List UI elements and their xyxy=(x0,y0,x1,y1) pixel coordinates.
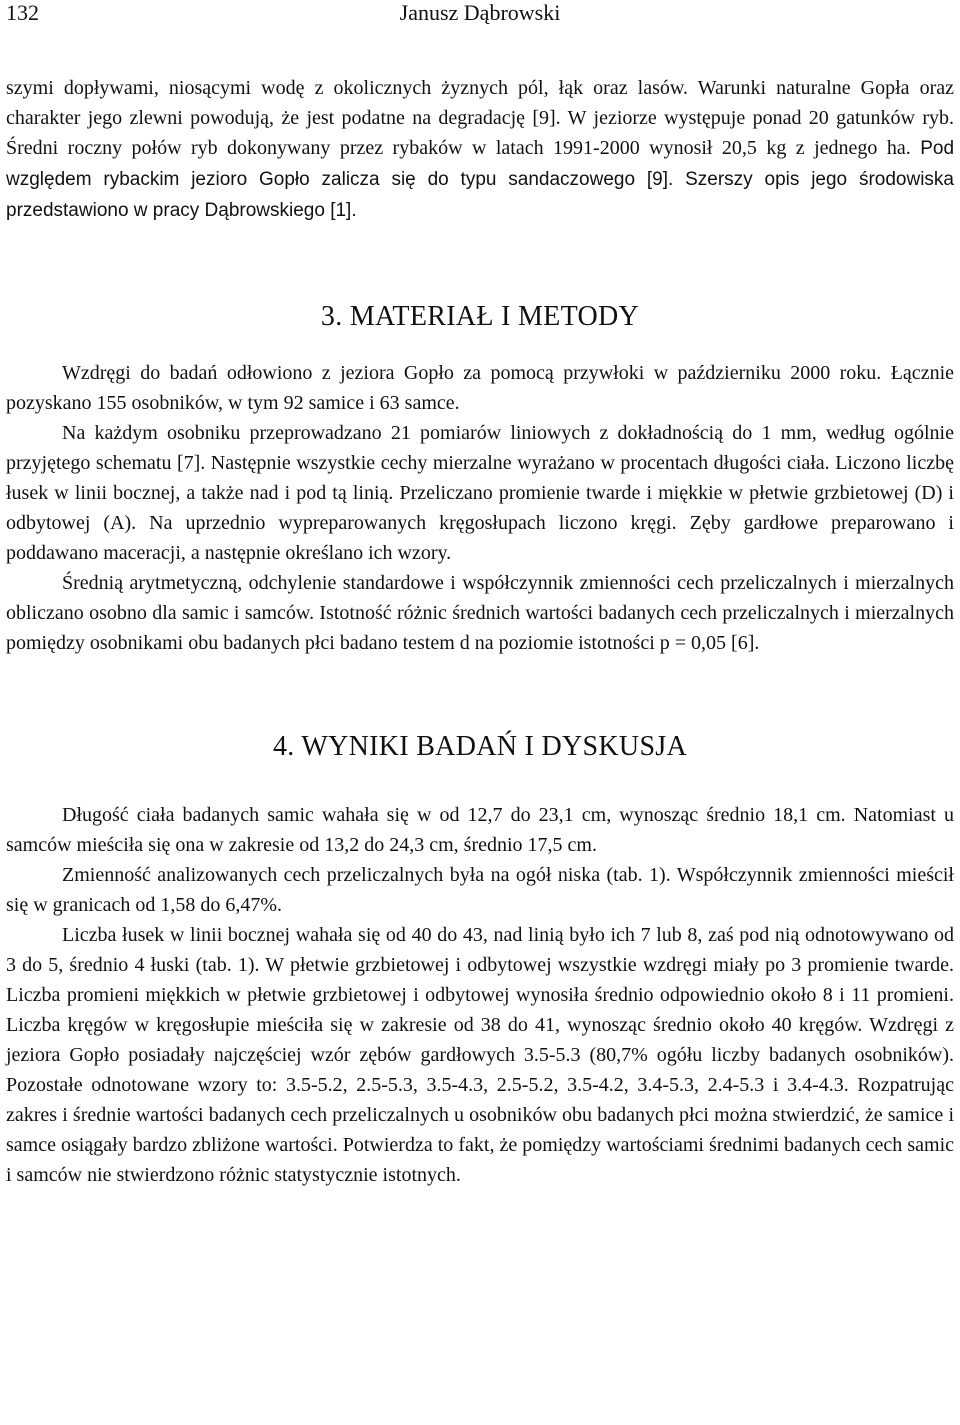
section-4-paragraph-3: Liczba łusek w linii bocznej wahała się od 40 do 43, nad linią było ich 7 lub 8, zaś pod nią odnotowywano od 3 do 5, średnio 4 łuski (tab. 1). W płetwie grzbietowej i odbytowej wszystkie wzdręgi miały po 3 promienie twarde. Liczba promieni miękkich w płetwie grzbietowej i odbytowej wynosiła średnio odpowiednio około 8 i 11 promieni. Liczba kręgów w kręgosłupie mieściła się w zakresie od 38 do 41, wynosząc średnio około 40 kręgów. Wzdręgi z jeziora Gopło posiadały najczęściej wzór zębów gardłowych 3.5-5.3 (80,7% ogółu liczby badanych osobników). Pozostałe odnotowane wzory to: 3.5-5.2, 2.5-5.3, 3.5-4.3, 2.5-5.2, 3.5-4.2, 3.4-5.3, 2.4-5.3 i 3.4-4.3. Rozpatrując zakres i średnie wartości badanych cech przeliczalnych u osobników obu badanych płci można stwierdzić, że samice i samce osiągały bardzo zbliżone wartości. Potwierdza to fakt, że pomiędzy wartościami średnimi badanych cech samic i samców nie stwierdzono różnic statystycznie istotnych. xyxy=(6,924,954,1186)
page-body xyxy=(6,73,954,1190)
section-3-paragraph-3: Średnią arytmetyczną, odchylenie standardowe i współczynnik zmienności cech przeliczalnych i mierzalnych obliczano osobno dla samic i samców. Istotność różnic średnich wartości badanych cech przeliczalnych i mierzalnych pomiędzy osobnikami obu badanych płci badano testem d na poziomie istotności p = 0,05 [6]. xyxy=(6,572,954,654)
section-4-paragraph-1: Długość ciała badanych samic wahała się w od 12,7 do 23,1 cm, wynosząc średnio 18,1 cm. Natomiast u samców mieściła się ona w zakresie od 13,2 do 24,3 cm, średnio 17,5 cm. xyxy=(6,804,954,856)
intro-paragraph xyxy=(6,73,954,226)
intro-sans-text: Pod względem rybackim jezioro Gopło zalicza się do typu sandaczowego [9]. Szerszy opis jego środowiska przedstawiono w pracy Dąbrowskiego [1]. xyxy=(6,138,955,221)
section-3-heading: 3. MATERIAŁ I METODY xyxy=(320,301,640,332)
section-4-heading: 4. WYNIKI BADAŃ I DYSKUSJA xyxy=(272,731,688,762)
running-head: Janusz Dąbrowski xyxy=(399,0,561,25)
section-3-paragraph-1: Wzdręgi do badań odłowiono z jeziora Gopło za pomocą przywłoki w październiku 2000 roku. Łącznie pozyskano 155 osobników, w tym 92 samice i 63 samce. xyxy=(6,362,954,414)
page-number: 132 xyxy=(6,0,39,25)
section-3-paragraph-2: Na każdym osobniku przeprowadzano 21 pomiarów liniowych z dokładnością do 1 mm, według ogólnie przyjętego schematu [7]. Następnie wszystkie cechy mierzalne wyrażano w procentach długości ciała. Liczono liczbę łusek w linii bocznej, a także nad i pod tą linią. Przeliczano promienie twarde i miękkie w płetwie grzbietowej (D) i odbytowej (A). Na uprzednio wypreparowanych kręgosłupach liczono kręgi. Zęby gardłowe preparowano i poddawano maceracji, a następnie określano ich wzory. xyxy=(6,422,954,564)
section-4-paragraph-2: Zmienność analizowanych cech przeliczalnych była na ogół niska (tab. 1). Współczynnik zmienności mieścił się w granicach od 1,58 do 6,47%. xyxy=(6,864,954,916)
intro-serif-text: szymi dopływami, niosącymi wodę z okolicznych żyznych pól, łąk oraz lasów. Warunki naturalne Gopła oraz charakter jego zlewni powodują, że jest podatne na degradację [9]. W jeziorze występuje ponad 20 gatunków ryb. Średni roczny połów ryb dokonywany przez rybaków w latach 1991-2000 wynosił 20,5 kg z jednego ha. xyxy=(6,77,954,159)
page-header xyxy=(0,0,960,30)
